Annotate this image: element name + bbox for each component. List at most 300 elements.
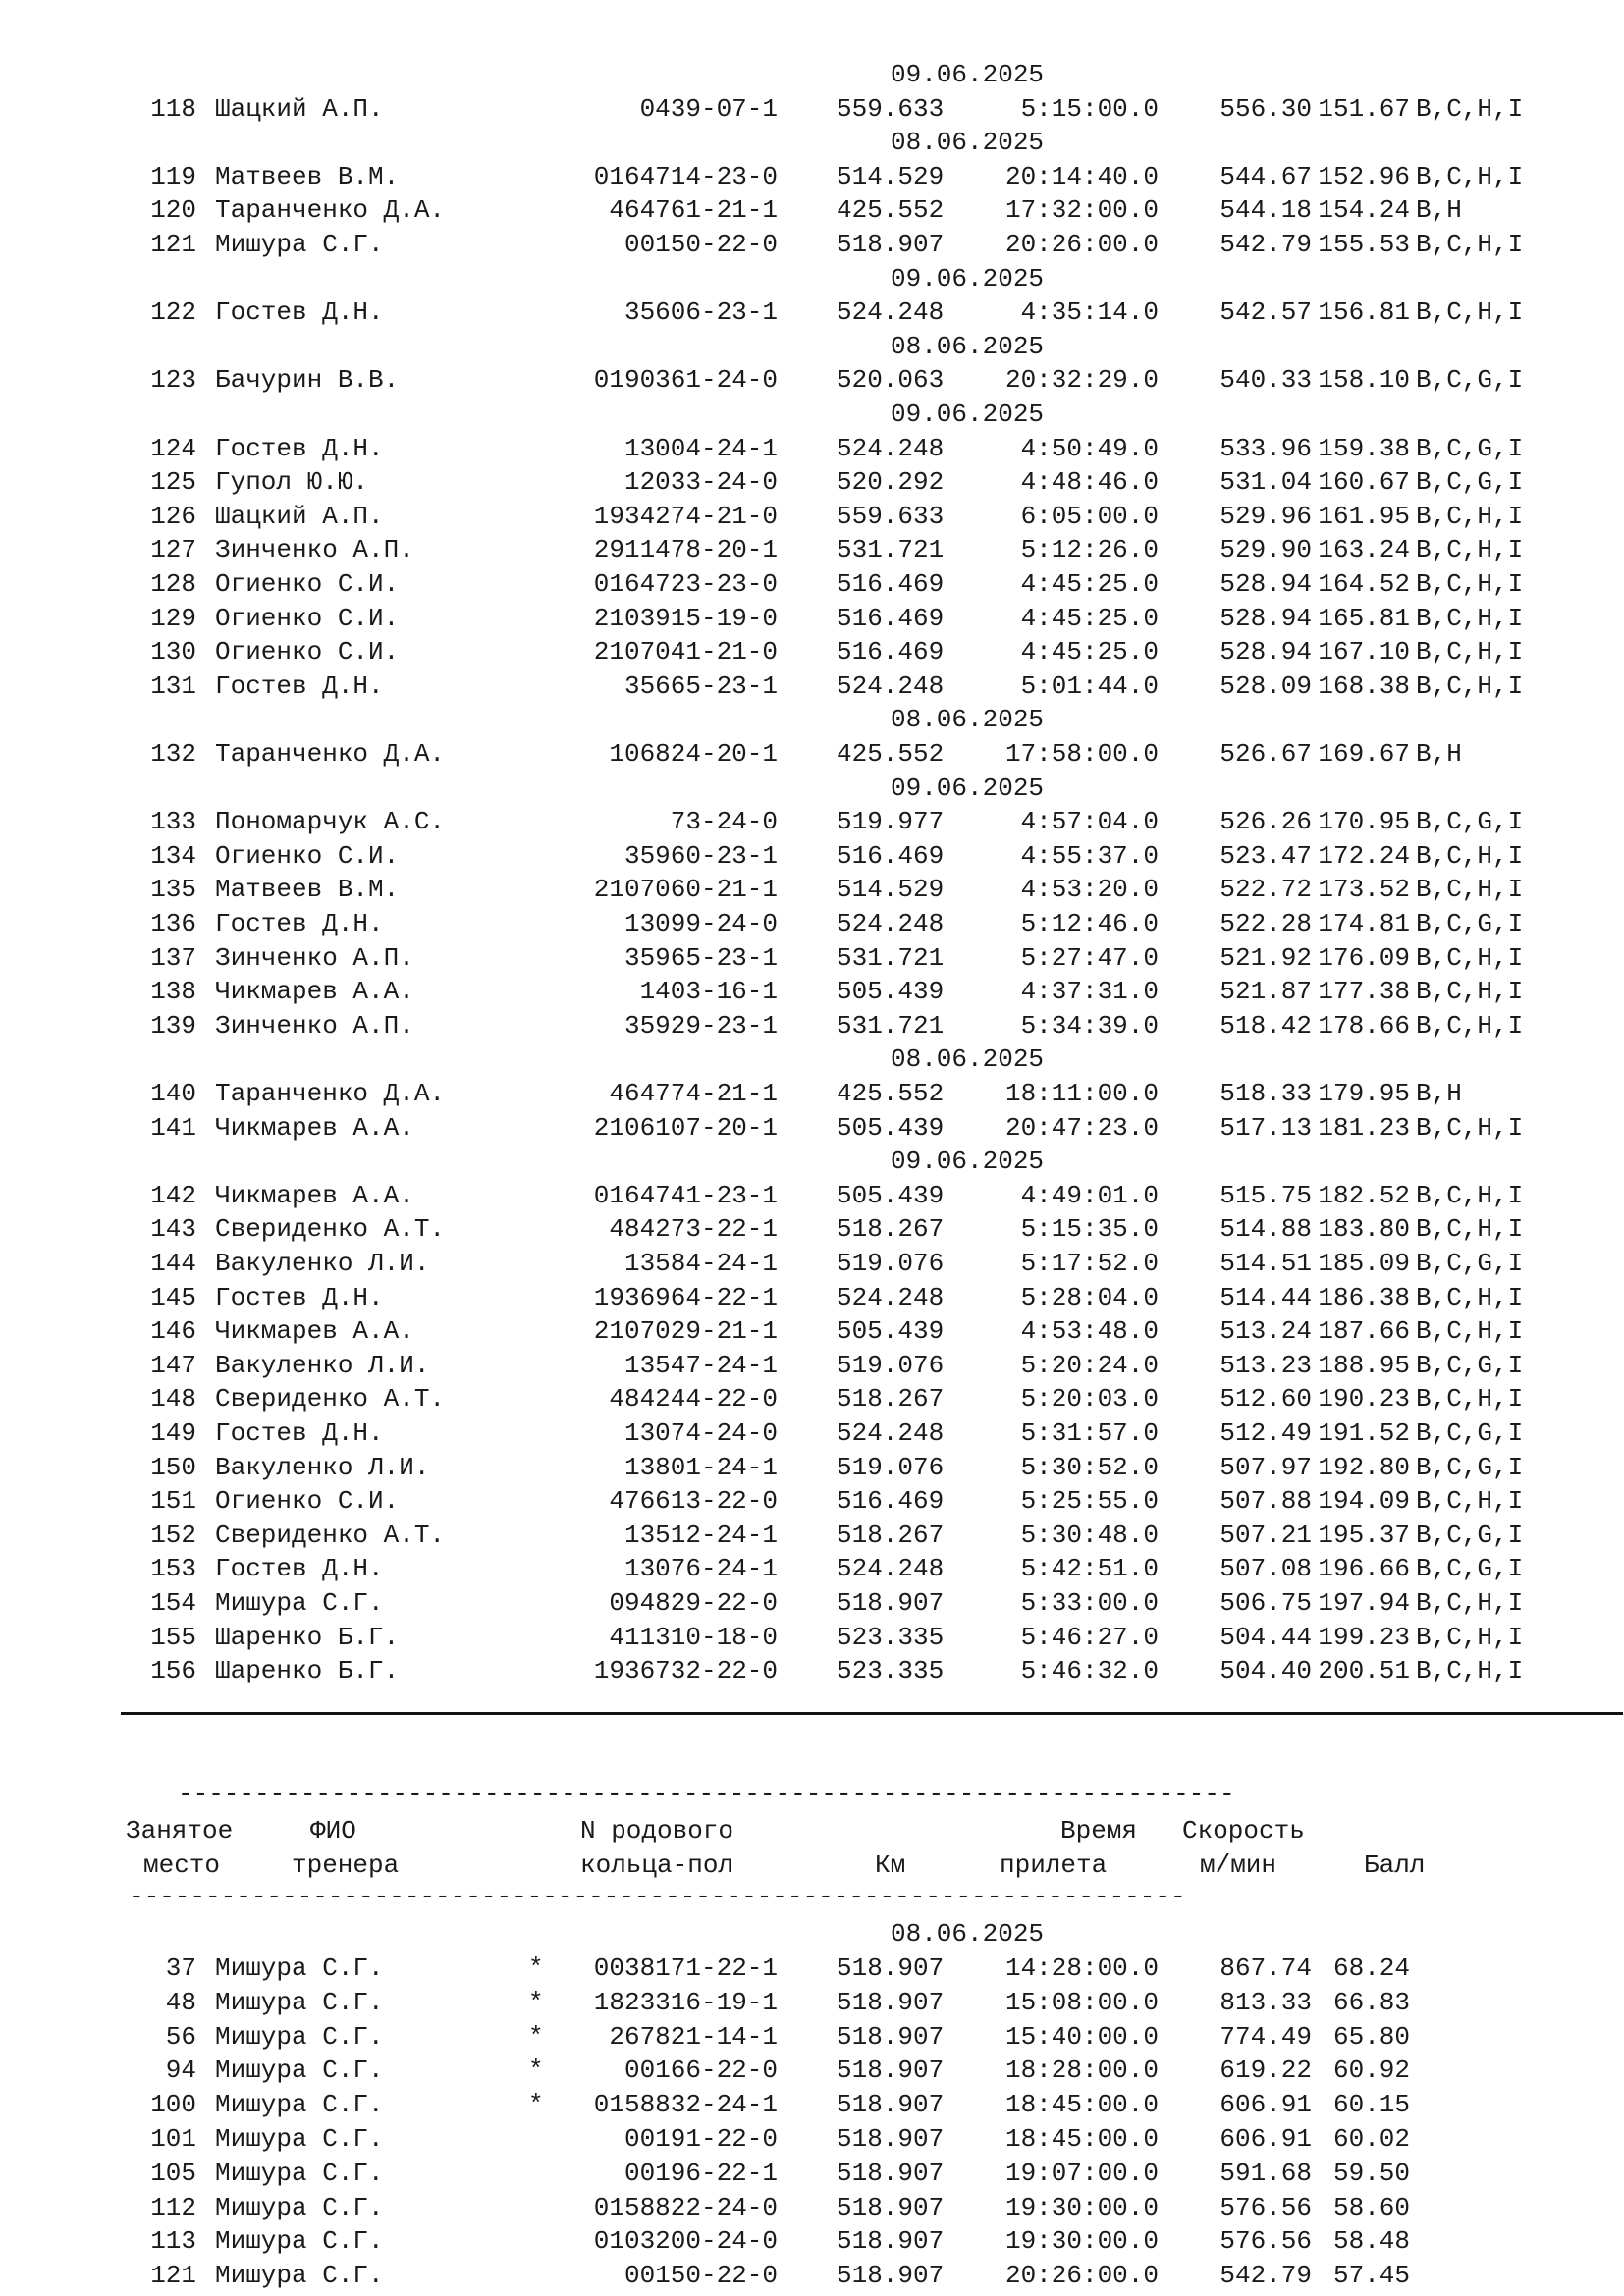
cell-speed: 507.97	[1219, 1452, 1312, 1482]
cell-points: 58.48	[1332, 2226, 1410, 2257]
cell-points: 187.66	[1318, 1316, 1410, 1347]
cell-time: 5:25:55.0	[1020, 1486, 1159, 1517]
cell-points: 151.67	[1318, 93, 1410, 124]
cell-ring: 484273-22-1	[609, 1214, 778, 1245]
cell-points: 57.45	[1332, 2261, 1410, 2291]
cell-points: 170.95	[1318, 807, 1410, 837]
cell-km: 559.633	[837, 501, 945, 531]
cell-cls: B,C,G,I	[1416, 1350, 1524, 1380]
cell-cls: B,C,G,I	[1416, 1249, 1524, 1278]
cell-name: Свериденко А.Т.	[215, 1520, 446, 1550]
cell-name: Мишура С.Г.	[215, 2124, 384, 2154]
date-text: 09.06.2025	[891, 773, 1045, 803]
cell-km: 518.267	[837, 1520, 945, 1550]
table-row	[0, 1009, 1624, 1043]
date-text: 09.06.2025	[891, 60, 1045, 89]
cell-star: *	[528, 2021, 544, 2052]
cell-place: 122	[150, 297, 196, 328]
cell-points: 155.53	[1318, 230, 1410, 259]
cell-speed: 529.96	[1219, 501, 1312, 531]
cell-name: Гостев Д.Н.	[215, 1282, 384, 1312]
cell-place: 145	[150, 1282, 196, 1312]
cell-time: 4:53:48.0	[1020, 1316, 1159, 1347]
cell-ring: 2107041-21-0	[593, 637, 778, 667]
cell-time: 4:35:14.0	[1020, 297, 1159, 328]
cell-time: 14:28:00.0	[1004, 1953, 1159, 1983]
cell-place: 128	[150, 569, 196, 599]
cell-ring: 464774-21-1	[609, 1079, 778, 1108]
cell-time: 4:45:25.0	[1020, 569, 1159, 599]
cell-points: 164.52	[1318, 569, 1410, 599]
cell-place: 146	[150, 1316, 196, 1347]
cell-speed: 556.30	[1219, 93, 1312, 124]
cell-cls: B,H	[1416, 1079, 1462, 1108]
date-text: 09.06.2025	[891, 263, 1045, 294]
date-separator	[0, 58, 1624, 92]
table-row	[0, 1382, 1624, 1416]
cell-ring: 00150-22-0	[623, 2261, 778, 2291]
cell-place: 118	[150, 93, 196, 124]
cell-speed: 522.28	[1219, 909, 1312, 938]
cell-place: 147	[150, 1350, 196, 1380]
cell-ring: 0158832-24-1	[593, 2090, 778, 2120]
table-row	[0, 1586, 1624, 1621]
cell-time: 4:50:49.0	[1020, 433, 1159, 463]
table-row	[0, 1212, 1624, 1247]
cell-name: Огиенко С.И.	[215, 1486, 400, 1517]
cell-name: Гостев Д.Н.	[215, 1554, 384, 1584]
table-row	[0, 2088, 1624, 2122]
date-separator	[0, 126, 1624, 160]
cell-name: Матвеев В.М.	[215, 161, 400, 191]
cell-points: 178.66	[1318, 1010, 1410, 1041]
cell-cls: B,C,G,I	[1416, 1520, 1524, 1550]
cell-km: 524.248	[837, 433, 945, 463]
cell-cls: B,C,H,I	[1416, 161, 1524, 191]
cell-place: 154	[150, 1588, 196, 1618]
date-text: 09.06.2025	[891, 1147, 1045, 1177]
cell-name: Вакуленко Л.И.	[215, 1249, 430, 1278]
cell-cls: B,C,G,I	[1416, 1554, 1524, 1584]
cell-km: 514.529	[837, 161, 945, 191]
cell-ring: 2911478-20-1	[593, 535, 778, 565]
cell-km: 518.907	[837, 2226, 945, 2257]
header-name-2: тренера	[292, 1850, 400, 1880]
cell-cls: B,C,H,I	[1416, 1112, 1524, 1143]
cell-name: Мишура С.Г.	[215, 2090, 384, 2120]
date-separator	[0, 262, 1624, 296]
table-row	[0, 2191, 1624, 2225]
cell-km: 505.439	[837, 1112, 945, 1143]
cell-star: *	[528, 2090, 544, 2120]
cell-place: 139	[150, 1010, 196, 1041]
cell-time: 18:28:00.0	[1004, 2056, 1159, 2086]
cell-km: 518.907	[837, 2261, 945, 2291]
table-row	[0, 193, 1624, 228]
cell-ring: 00191-22-0	[623, 2124, 778, 2154]
cell-place: 150	[150, 1452, 196, 1482]
cell-ring: 35965-23-1	[623, 942, 778, 973]
cell-time: 5:30:52.0	[1020, 1452, 1159, 1482]
cell-place: 124	[150, 433, 196, 463]
cell-km: 518.907	[837, 2090, 945, 2120]
cell-speed: 518.33	[1219, 1079, 1312, 1108]
table-row	[0, 1281, 1624, 1315]
table-row	[0, 295, 1624, 330]
cell-points: 159.38	[1318, 433, 1410, 463]
cell-points: 172.24	[1318, 840, 1410, 871]
date-text: 08.06.2025	[891, 1919, 1045, 1949]
cell-ring: 00196-22-1	[623, 2158, 778, 2188]
cell-place: 94	[165, 2056, 196, 2086]
cell-place: 113	[150, 2226, 196, 2257]
cell-km: 518.907	[837, 2192, 945, 2222]
cell-place: 112	[150, 2192, 196, 2222]
cell-ring: 1936732-22-0	[593, 1656, 778, 1686]
table-row	[0, 2020, 1624, 2055]
cell-star: *	[528, 1953, 544, 1983]
cell-km: 518.907	[837, 2124, 945, 2154]
cell-points: 173.52	[1318, 875, 1410, 905]
cell-ring: 12033-24-0	[623, 467, 778, 498]
date-separator	[0, 1917, 1624, 1951]
cell-points: 194.09	[1318, 1486, 1410, 1517]
cell-ring: 13512-24-1	[623, 1520, 778, 1550]
cell-km: 518.907	[837, 1987, 945, 2017]
cell-name: Зинченко А.П.	[215, 942, 414, 973]
cell-km: 519.076	[837, 1249, 945, 1278]
cell-ring: 35606-23-1	[623, 297, 778, 328]
cell-km: 505.439	[837, 1180, 945, 1210]
cell-place: 121	[150, 230, 196, 259]
table-bottom-rule	[121, 1712, 1623, 1715]
table-row	[0, 805, 1624, 839]
cell-place: 148	[150, 1384, 196, 1415]
cell-km: 518.267	[837, 1384, 945, 1415]
cell-place: 137	[150, 942, 196, 973]
cell-ring: 1934274-21-0	[593, 501, 778, 531]
cell-place: 153	[150, 1554, 196, 1584]
table-row	[0, 1621, 1624, 1655]
cell-name: Мишура С.Г.	[215, 2192, 384, 2222]
cell-km: 531.721	[837, 942, 945, 973]
cell-cls: B,C,H,I	[1416, 535, 1524, 565]
date-text: 08.06.2025	[891, 705, 1045, 735]
cell-cls: B,C,H,I	[1416, 1316, 1524, 1347]
cell-ring: 35665-23-1	[623, 670, 778, 701]
cell-points: 158.10	[1318, 365, 1410, 396]
cell-time: 5:15:35.0	[1020, 1214, 1159, 1245]
cell-km: 531.721	[837, 535, 945, 565]
cell-place: 37	[165, 1953, 196, 1983]
cell-cls: B,C,H,I	[1416, 1622, 1524, 1652]
cell-points: 59.50	[1332, 2158, 1410, 2188]
cell-name: Мишура С.Г.	[215, 1588, 384, 1618]
cell-place: 140	[150, 1079, 196, 1108]
cell-name: Мишура С.Г.	[215, 2226, 384, 2257]
cell-place: 135	[150, 875, 196, 905]
table-row	[0, 1314, 1624, 1349]
cell-km: 505.439	[837, 1316, 945, 1347]
cell-time: 4:57:04.0	[1020, 807, 1159, 837]
cell-star: *	[528, 2056, 544, 2086]
cell-km: 524.248	[837, 909, 945, 938]
cell-place: 123	[150, 365, 196, 396]
cell-place: 56	[165, 2021, 196, 2052]
cell-speed: 528.94	[1219, 603, 1312, 633]
cell-time: 20:26:00.0	[1004, 230, 1159, 259]
cell-speed: 506.75	[1219, 1588, 1312, 1618]
cell-points: 176.09	[1318, 942, 1410, 973]
cell-ring: 35960-23-1	[623, 840, 778, 871]
cell-ring: 0164741-23-1	[593, 1180, 778, 1210]
cell-speed: 517.13	[1219, 1112, 1312, 1143]
cell-time: 5:30:48.0	[1020, 1520, 1159, 1550]
cell-points: 179.95	[1318, 1079, 1410, 1108]
cell-name: Вакуленко Л.И.	[215, 1350, 430, 1380]
header-time: Время	[1060, 1816, 1138, 1845]
cell-speed: 523.47	[1219, 840, 1312, 871]
cell-name: Гостев Д.Н.	[215, 909, 384, 938]
cell-name: Пономарчук А.С.	[215, 807, 446, 837]
cell-time: 4:45:25.0	[1020, 637, 1159, 667]
cell-time: 15:08:00.0	[1004, 1987, 1159, 2017]
cell-time: 20:32:29.0	[1004, 365, 1159, 396]
cell-points: 183.80	[1318, 1214, 1410, 1245]
cell-km: 516.469	[837, 637, 945, 667]
cell-ring: 2107029-21-1	[593, 1316, 778, 1347]
cell-cls: B,C,G,I	[1416, 365, 1524, 396]
cell-speed: 526.67	[1219, 739, 1312, 769]
cell-ring: 0158822-24-0	[593, 2192, 778, 2222]
cell-speed: 774.49	[1219, 2021, 1312, 2052]
cell-points: 188.95	[1318, 1350, 1410, 1380]
cell-ring: 13004-24-1	[623, 433, 778, 463]
cell-speed: 528.94	[1219, 637, 1312, 667]
cell-name: Чикмарев А.А.	[215, 1180, 414, 1210]
cell-time: 5:01:44.0	[1020, 670, 1159, 701]
cell-ring: 0103200-24-0	[593, 2226, 778, 2257]
cell-time: 6:05:00.0	[1020, 501, 1159, 531]
cell-place: 134	[150, 840, 196, 871]
cell-cls: B,C,H,I	[1416, 569, 1524, 599]
cell-place: 133	[150, 807, 196, 837]
dash-line-top: ---------------------------------------------------------------------	[178, 1780, 1235, 1809]
cell-name: Огиенко С.И.	[215, 603, 400, 633]
cell-time: 19:07:00.0	[1004, 2158, 1159, 2188]
cell-name: Мишура С.Г.	[215, 1987, 384, 2017]
cell-speed: 518.42	[1219, 1010, 1312, 1041]
cell-name: Гостев Д.Н.	[215, 670, 384, 701]
cell-speed: 514.88	[1219, 1214, 1312, 1245]
cell-cls: B,C,H,I	[1416, 1214, 1524, 1245]
cell-time: 5:20:03.0	[1020, 1384, 1159, 1415]
cell-points: 160.67	[1318, 467, 1410, 498]
cell-ring: 13547-24-1	[623, 1350, 778, 1380]
table-row	[0, 465, 1624, 500]
cell-time: 4:55:37.0	[1020, 840, 1159, 871]
cell-ring: 1823316-19-1	[593, 1987, 778, 2017]
cell-name: Шацкий А.П.	[215, 501, 384, 531]
cell-speed: 514.44	[1219, 1282, 1312, 1312]
cell-cls: B,C,G,I	[1416, 467, 1524, 498]
cell-speed: 513.23	[1219, 1350, 1312, 1380]
cell-km: 516.469	[837, 569, 945, 599]
cell-ring: 411310-18-0	[609, 1622, 778, 1652]
table-row	[0, 737, 1624, 772]
cell-place: 143	[150, 1214, 196, 1245]
cell-time: 19:30:00.0	[1004, 2192, 1159, 2222]
header-place: Занятое	[126, 1816, 234, 1845]
cell-time: 5:42:51.0	[1020, 1554, 1159, 1584]
cell-cls: B,C,H,I	[1416, 501, 1524, 531]
cell-time: 4:48:46.0	[1020, 467, 1159, 498]
cell-name: Таранченко Д.А.	[215, 195, 446, 226]
table-row	[0, 500, 1624, 534]
cell-ring: 106824-20-1	[609, 739, 778, 769]
cell-name: Зинченко А.П.	[215, 535, 414, 565]
cell-cls: B,C,H,I	[1416, 1180, 1524, 1210]
cell-km: 519.076	[837, 1452, 945, 1482]
cell-km: 519.977	[837, 807, 945, 837]
cell-speed: 529.90	[1219, 535, 1312, 565]
cell-speed: 513.24	[1219, 1316, 1312, 1347]
cell-speed: 512.60	[1219, 1384, 1312, 1415]
date-separator	[0, 703, 1624, 737]
date-text: 08.06.2025	[891, 1044, 1045, 1075]
table-row	[0, 1654, 1624, 1688]
cell-speed: 526.26	[1219, 807, 1312, 837]
cell-name: Таранченко Д.А.	[215, 1079, 446, 1108]
cell-ring: 13584-24-1	[623, 1249, 778, 1278]
cell-km: 518.907	[837, 230, 945, 259]
cell-points: 190.23	[1318, 1384, 1410, 1415]
cell-speed: 521.92	[1219, 942, 1312, 973]
cell-name: Свериденко А.Т.	[215, 1214, 446, 1245]
cell-speed: 528.94	[1219, 569, 1312, 599]
cell-points: 196.66	[1318, 1554, 1410, 1584]
cell-time: 5:12:26.0	[1020, 535, 1159, 565]
cell-cls: B,C,H,I	[1416, 875, 1524, 905]
cell-km: 516.469	[837, 840, 945, 871]
cell-ring: 0439-07-1	[639, 93, 778, 124]
cell-points: 66.83	[1332, 1987, 1410, 2017]
date-separator	[0, 398, 1624, 432]
cell-place: 136	[150, 909, 196, 938]
cell-speed: 522.72	[1219, 875, 1312, 905]
table-row	[0, 907, 1624, 941]
cell-points: 161.95	[1318, 501, 1410, 531]
cell-speed: 504.40	[1219, 1656, 1312, 1686]
cell-place: 131	[150, 670, 196, 701]
cell-name: Мишура С.Г.	[215, 1953, 384, 1983]
table-row	[0, 1077, 1624, 1111]
cell-points: 191.52	[1318, 1418, 1410, 1448]
cell-km: 505.439	[837, 977, 945, 1007]
cell-place: 127	[150, 535, 196, 565]
cell-ring: 13074-24-0	[623, 1418, 778, 1448]
table-row	[0, 635, 1624, 669]
cell-km: 425.552	[837, 195, 945, 226]
cell-time: 18:45:00.0	[1004, 2090, 1159, 2120]
cell-time: 5:15:00.0	[1020, 93, 1159, 124]
cell-name: Мишура С.Г.	[215, 2056, 384, 2086]
cell-time: 5:34:39.0	[1020, 1010, 1159, 1041]
cell-points: 60.92	[1332, 2056, 1410, 2086]
cell-km: 524.248	[837, 670, 945, 701]
cell-ring: 0164723-23-0	[593, 569, 778, 599]
cell-speed: 867.74	[1219, 1953, 1312, 1983]
cell-speed: 507.08	[1219, 1554, 1312, 1584]
cell-km: 518.907	[837, 1953, 945, 1983]
cell-speed: 533.96	[1219, 433, 1312, 463]
header-ring: N родового	[580, 1816, 734, 1845]
cell-ring: 267821-14-1	[609, 2021, 778, 2052]
date-text: 08.06.2025	[891, 331, 1045, 361]
cell-name: Шаренко Б.Г.	[215, 1656, 400, 1686]
cell-speed: 521.87	[1219, 977, 1312, 1007]
cell-cls: B,C,H,I	[1416, 1588, 1524, 1618]
cell-place: 125	[150, 467, 196, 498]
cell-time: 5:12:46.0	[1020, 909, 1159, 938]
cell-time: 20:26:00.0	[1004, 2261, 1159, 2291]
table-row	[0, 567, 1624, 602]
table-row	[0, 941, 1624, 976]
cell-time: 4:53:20.0	[1020, 875, 1159, 905]
cell-speed: 515.75	[1219, 1180, 1312, 1210]
cell-points: 168.38	[1318, 670, 1410, 701]
cell-place: 119	[150, 161, 196, 191]
cell-ring: 1936964-22-1	[593, 1282, 778, 1312]
cell-place: 156	[150, 1656, 196, 1686]
cell-km: 425.552	[837, 739, 945, 769]
table-row	[0, 1416, 1624, 1451]
table-row	[0, 2224, 1624, 2259]
cell-km: 524.248	[837, 1554, 945, 1584]
cell-name: Зинченко А.П.	[215, 1010, 414, 1041]
cell-km: 524.248	[837, 1418, 945, 1448]
cell-speed: 512.49	[1219, 1418, 1312, 1448]
cell-km: 514.529	[837, 875, 945, 905]
table-row	[0, 1484, 1624, 1519]
cell-name: Шаренко Б.Г.	[215, 1622, 400, 1652]
table-row	[0, 228, 1624, 262]
cell-points: 199.23	[1318, 1622, 1410, 1652]
cell-speed: 542.57	[1219, 297, 1312, 328]
cell-ring: 476613-22-0	[609, 1486, 778, 1517]
cell-km: 519.076	[837, 1350, 945, 1380]
dash-line-bottom: ---------------------------------------------------------------------	[129, 1882, 1186, 1911]
date-separator	[0, 1042, 1624, 1077]
cell-place: 151	[150, 1486, 196, 1517]
cell-time: 17:58:00.0	[1004, 739, 1159, 769]
cell-points: 186.38	[1318, 1282, 1410, 1312]
cell-points: 185.09	[1318, 1249, 1410, 1278]
table-row	[0, 2122, 1624, 2157]
table-row	[0, 363, 1624, 398]
cell-name: Гостев Д.Н.	[215, 1418, 384, 1448]
cell-name: Чикмарев А.А.	[215, 1316, 414, 1347]
cell-speed: 606.91	[1219, 2124, 1312, 2154]
cell-ring: 00150-22-0	[623, 230, 778, 259]
cell-place: 138	[150, 977, 196, 1007]
cell-time: 15:40:00.0	[1004, 2021, 1159, 2052]
table-row	[0, 160, 1624, 194]
cell-name: Чикмарев А.А.	[215, 977, 414, 1007]
cell-cls: B,C,H,I	[1416, 1010, 1524, 1041]
cell-points: 58.60	[1332, 2192, 1410, 2222]
date-text: 09.06.2025	[891, 400, 1045, 429]
